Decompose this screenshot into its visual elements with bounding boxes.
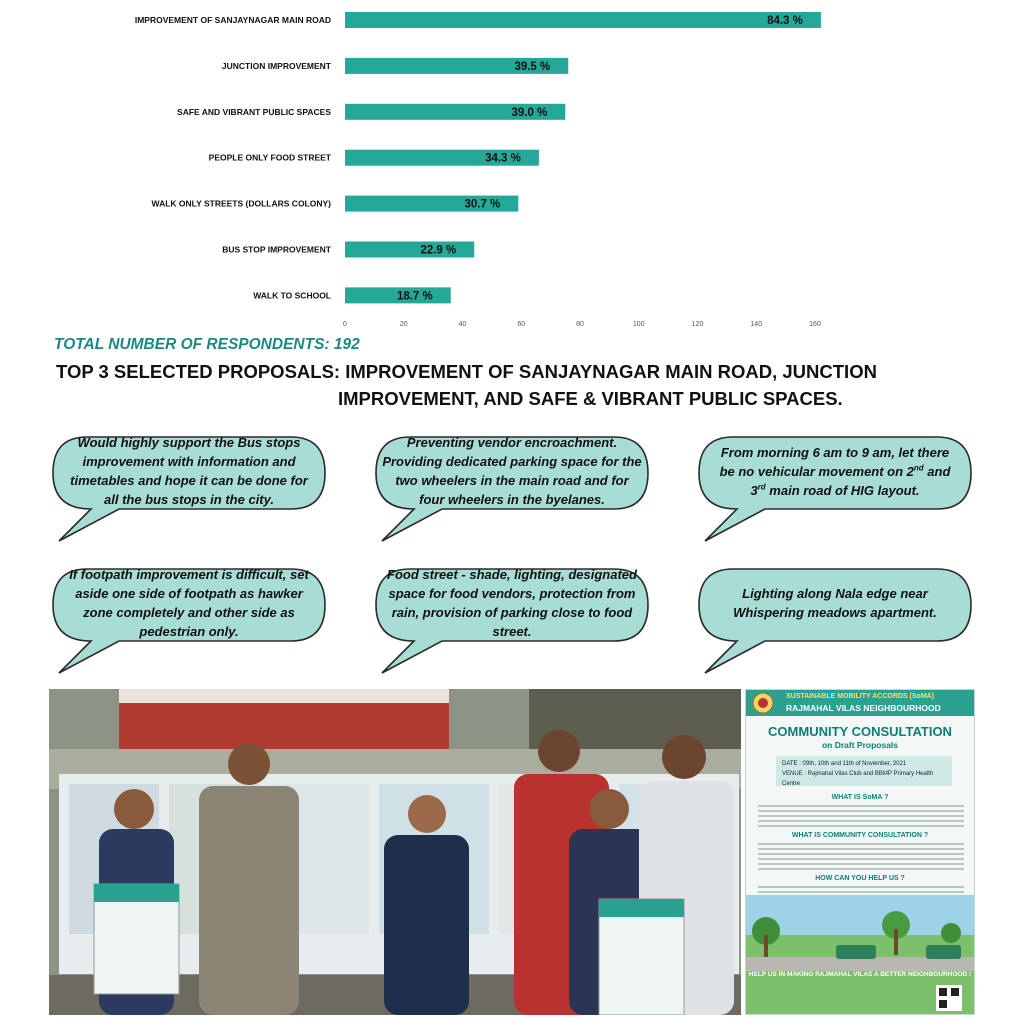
poster-subtitle: on Draft Proposals [821,740,899,750]
x-tick-label: 0 [343,321,347,328]
comment-text [378,433,646,509]
x-tick-label: 20 [399,321,408,328]
x-tick-label: 100 [632,321,645,328]
ordinal-suffix: nd [913,463,924,473]
consultation-poster [745,689,975,1015]
value-label: 18.7 % [396,290,433,303]
comment-bubble-vendor-encroachment [372,433,652,548]
comment-line: Lighting along Nala edge near [742,586,928,601]
comment-line: main road of HIG layout. [765,482,920,498]
comment-line: rain, provision of parking close to food [391,605,633,620]
comment-line: space for food vendors, protection from [388,586,636,601]
comment-line: 3 [750,482,758,498]
bars-layer [345,12,821,303]
comment-line: Whispering meadows apartment. [733,605,937,620]
poster-venue: VENUE : Rajmahal Vilas Club and BBMP Primary Health Centre [782,771,934,787]
bar-chart [0,0,1024,332]
category-label: SAFE AND VIBRANT PUBLIC SPACES [177,106,331,117]
comment-line: two wheelers in the main road and for [395,473,629,488]
comment-line: If footpath improvement is difficult, set [69,567,309,582]
comment-line: Food street - shade, lighting, designated [387,567,637,582]
emblem-icon [752,692,780,714]
comment-bubble-bus-stops [49,433,329,548]
category-label: IMPROVEMENT OF SANJAYNAGAR MAIN ROAD [134,15,331,25]
poster-neighbourhood: RAJMAHAL VILAS NEIGHBOURHOOD [786,703,941,713]
comment-text [55,565,323,641]
comment-text [378,565,646,641]
comment-line: zone completely and other side as [83,605,295,620]
x-tick-label: 80 [576,321,584,328]
category-label: BUS STOP IMPROVEMENT [222,244,331,255]
comment-bubble-no-vehicles [695,433,975,548]
event-photo [49,689,741,1015]
poster-question-soma: WHAT IS SoMA ? [831,794,889,801]
top3-heading-line2: IMPROVEMENT, AND SAFE & VIBRANT PUBLIC SPACES. [338,388,843,409]
poster-help-text: HELP US IN MAKING RAJMAHAL VILAS A BETTER NEIGHBOURHOOD ! [748,971,972,978]
comment-line: From morning 6 am to 9 am, let there [720,444,950,460]
comment-line: pedestrian only. [139,624,239,639]
poster-date-venue [776,756,952,786]
poster-text-block [758,805,964,830]
poster-text-block [758,843,964,873]
comment-text [55,433,323,509]
comment-bubble-hawker-zone [49,565,329,680]
comment-bubble-nala-lighting [695,565,975,680]
comment-text [701,433,969,509]
comment-line: aside one side of footpath as hawker [75,586,303,601]
poster-title: COMMUNITY CONSULTATION [768,724,952,739]
category-labels [135,15,332,300]
x-tick-label: 140 [750,321,763,328]
poster-question-consultation: WHAT IS COMMUNITY CONSULTATION ? [791,832,929,839]
top3-heading-line1: TOP 3 SELECTED PROPOSALS: IMPROVEMENT OF SANJAYNAGAR MAIN ROAD, JUNCTION [56,361,877,382]
total-respondents: TOTAL NUMBER OF RESPONDENTS: 192 [54,336,360,353]
comment-line: all the bus stops in the city. [104,492,274,507]
category-label: WALK ONLY STREETS (DOLLARS COLONY) [151,198,331,209]
x-tick-label: 160 [809,321,821,328]
comment-bubble-food-street [372,565,652,680]
poster-org: SUSTAINABLE MOBILITY ACCORDS (SoMA) [786,693,935,700]
comment-line: street. [492,624,532,639]
x-tick-label: 60 [517,321,526,328]
value-label: 34.3 % [485,152,521,165]
x-tick-label: 120 [691,321,704,328]
value-label: 39.5 % [514,60,551,73]
value-label: 30.7 % [464,198,501,211]
comment-line: be no vehicular movement on 2 [719,463,914,479]
comment-line: and [923,463,951,479]
poster-illustration [746,895,975,1015]
poster-date: DATE : 09th, 10th and 11th of November, 2021 [782,761,907,767]
value-label: 84.3 % [767,15,803,27]
comment-line: four wheelers in the byelanes. [419,492,605,507]
category-label: JUNCTION IMPROVEMENT [221,60,331,71]
ordinal-suffix: rd [757,482,766,492]
bar [345,12,821,28]
comment-line: Preventing vendor encroachment. [406,435,618,450]
comment-line: Would highly support the Bus stops [77,435,301,450]
x-axis-ticks [343,321,821,328]
comment-line: Providing dedicated parking space for the [382,454,642,469]
value-label: 22.9 % [420,244,457,257]
event-photo-illustration [49,689,741,1015]
comment-text [701,565,969,641]
poster-question-help: HOW CAN YOU HELP US ? [815,875,905,882]
comment-line: improvement with information and [82,454,296,469]
category-label: PEOPLE ONLY FOOD STREET [208,152,331,163]
category-label: WALK TO SCHOOL [253,290,331,301]
x-tick-label: 40 [458,321,467,328]
value-label: 39.0 % [511,106,548,119]
comment-line: timetables and hope it can be done for [70,473,308,488]
